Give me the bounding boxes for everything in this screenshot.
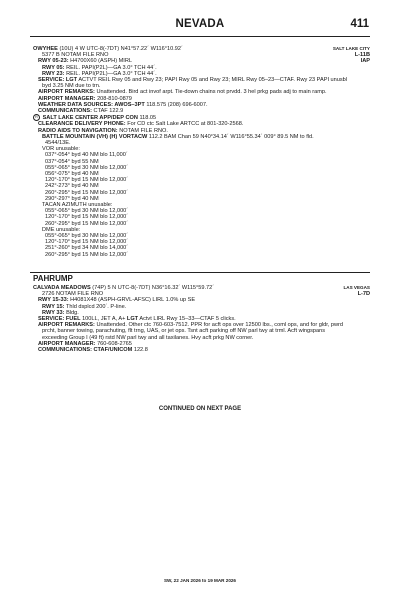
vor-line: 055°-065° byd 30 NM blo 12,000´ <box>45 164 129 171</box>
vortac-text: 112.2 BAM Chan 59 N40°34.14´ W116°55.34´ 009° 89.5 NM to fld. <box>148 133 314 140</box>
service-label: SERVICE: <box>38 316 65 323</box>
chart-ref: L-11B <box>354 52 370 59</box>
remarks-label: AIRPORT REMARKS: <box>38 322 95 329</box>
vor-line: 120°-170° byd 15 NM blo 12,000´ <box>45 177 129 184</box>
rwy33-label: RWY 33: <box>42 309 65 316</box>
radio-text: NOTAM FILE RNO. <box>119 127 168 134</box>
vor-title: VOR unusable: <box>42 146 80 153</box>
vor-line: 242°-273° byd 40 NM <box>45 183 99 190</box>
radio-label: RADIO AIDS TO NAVIGATION: <box>38 127 118 134</box>
comm-line <box>33 347 370 353</box>
tacan-line: 260°-295° byd 15 NM blo 12,000´ <box>45 220 129 227</box>
section-title: PAHRUMP <box>33 274 73 283</box>
remarks-label: AIRPORT REMARKS: <box>38 89 95 96</box>
clearance-text: For CD ctc Salt Lake ARTCC at 801-320-2568. <box>127 121 244 128</box>
airport-name: CALVADA MEADOWS <box>33 285 91 291</box>
vor-line: 290°-297° byd 40 NM <box>45 195 99 202</box>
vor-line: 260°-295° byd 15 NM blo 12,000´ <box>45 189 129 196</box>
remarks-text: Unattended. Bird act invof arpt. Tie-down chains not prvdd. 3 hel prkg pads adj to main ramp. <box>96 89 327 96</box>
runway-label: RWY 15-33: <box>38 297 69 304</box>
calvada-entry <box>33 285 370 353</box>
continued-note: CONTINUED ON NEXT PAGE <box>158 406 242 412</box>
radar-circle-icon: R <box>33 114 40 121</box>
service-label: SERVICE: <box>38 77 65 84</box>
dme-line: 120°-170° byd 15 NM blo 12,000´ <box>45 239 129 246</box>
runway-text: H4081X48 (ASPH-GRVL-AFSC) LIRL 1.0% up SE <box>70 297 196 304</box>
comm-label: COMMUNICATIONS: CTAF/UNICOM <box>38 347 133 354</box>
tacan-line: 120°-170° byd 15 NM blo 12,000´ <box>45 214 129 221</box>
rwy05-label: RWY 05: <box>42 64 65 71</box>
approach-line <box>33 114 370 121</box>
remarks-line-3: exceeding Group I (49 ft) rstd NW parl twy and all taxilanes. Hvy acft prkg NW corner. <box>42 334 254 341</box>
comm-text: CTAF 122.9 <box>93 108 124 115</box>
airport-name: OWYHEE <box>33 46 58 52</box>
rwy23-label: RWY 23: <box>42 70 65 77</box>
chart-ref: L-7D <box>357 291 370 298</box>
remarks-text: Unattended. Other ctc 760-603-7512. PPR for acft ops over 12500 lbs., coml ops, and for gldr, pwrd <box>96 322 344 329</box>
manager-label: AIRPORT MANAGER: <box>38 95 96 102</box>
footer-dates: SW, 22 JAN 2026 to 19 MAR 2026 <box>163 578 236 583</box>
vor-line: 056°-075° byd 40 NM <box>45 171 99 178</box>
section-rule <box>30 272 370 273</box>
elevation-notam: 5377 B NOTAM FILE RNO <box>42 52 109 59</box>
weather-label: WEATHER DATA SOURCES: AWOS–3PT <box>38 101 145 108</box>
service-line-2: byd 3.25 NM due to trn. <box>42 83 101 90</box>
rwy05-text: REIL. PAPI(P2L)—GA 3.0° TCH 44´. <box>66 64 157 71</box>
manager-text: 760-608-2765 <box>97 340 132 347</box>
airport-id-line: (74P) 5 N UTC-8(-7DT) N36°16.32´ W115°59.72´ <box>92 285 215 291</box>
weather-text: 118.575 (208) 696-6007. <box>146 101 208 108</box>
vortac-elev: 4544/13E. <box>45 140 71 147</box>
vortac-label: BATTLE MOUNTAIN (VH) (H) VORTACW <box>42 133 148 140</box>
tacan-line: 055°-065° byd 30 NM blo 12,000´ <box>45 208 129 215</box>
rwy15-text: Thld dsplcd 200´. P-line. <box>65 303 127 310</box>
owyhee-entry <box>33 46 370 258</box>
tacan-title: TACAN AZIMUTH unusable: <box>42 202 113 209</box>
runway-text: H4700X60 (ASPH) MIRL <box>70 58 133 65</box>
runway-label: RWY 05-23: <box>38 58 69 65</box>
approach-label: SALT LAKE CENTER APP/DEP CON <box>42 115 138 122</box>
service-lgt: LGT <box>126 316 139 323</box>
dme-line: 251°-260° byd 34 NM blo 14,000´ <box>45 245 129 252</box>
service-lgt: LGT <box>65 77 78 84</box>
service-text: ACTVT REIL Rwy 05 and Rwy 23; PAPI Rwy 05 and Rwy 23; MIRL Rwy 05–23—CTAF. Rwy 23 PAPI unusbl <box>78 77 348 84</box>
approach-text: 118.05 <box>139 115 157 122</box>
header-rule <box>30 36 370 37</box>
rwy23-text: REIL. PAPI(P2L)—GA 3.0° TCH 44´. <box>66 70 157 77</box>
vor-line: 037°-054° byd 40 NM blo 11,000´ <box>45 152 128 159</box>
service-fuel-label: FUEL <box>65 316 81 323</box>
iap-ref: IAP <box>360 58 370 65</box>
page-number: 411 <box>350 18 369 30</box>
clearance-label: CLEARANCE DELIVERY PHONE: <box>38 121 126 128</box>
rwy15-label: RWY 15: <box>42 303 65 310</box>
elevation-notam: 2726 NOTAM FILE RNO <box>42 291 104 298</box>
city-label: SALT LAKE CITY <box>332 46 370 51</box>
rwy33-text: Bldg. <box>66 309 79 316</box>
service-fuel-text: 100LL, JET A, A+ <box>82 316 126 323</box>
manager-label: AIRPORT MANAGER: <box>38 340 96 347</box>
state-title: NEVADA <box>175 18 225 30</box>
manager-text: 208-810-0879 <box>97 95 132 102</box>
city-label: LAS VEGAS <box>343 285 370 290</box>
dme-line: 055°-065° byd 30 NM blo 12,000´ <box>45 233 129 240</box>
comm-label: COMMUNICATIONS: <box>38 108 92 115</box>
dme-line: 260°-295° byd 15 NM blo 12,000´ <box>45 251 129 258</box>
vor-line: 037°-054° byd 55 NM <box>45 158 99 165</box>
remarks-line-2: prcht, banner towing, parachuting, flt trng, UAS, or jet ops. Tsnt acft parking off NW parl twy at trml. Acft wingspans <box>42 328 326 335</box>
airport-id-line: (10U) 4 W UTC-8(-7DT) N41°57.22´ W116°10.92´ <box>59 46 183 52</box>
service-text: Actvt LIRL Rwy 15–33—CTAF 5 clicks. <box>139 316 236 323</box>
dme-title: DME unusable: <box>42 226 81 233</box>
comm-text: 122.8 <box>133 347 148 354</box>
